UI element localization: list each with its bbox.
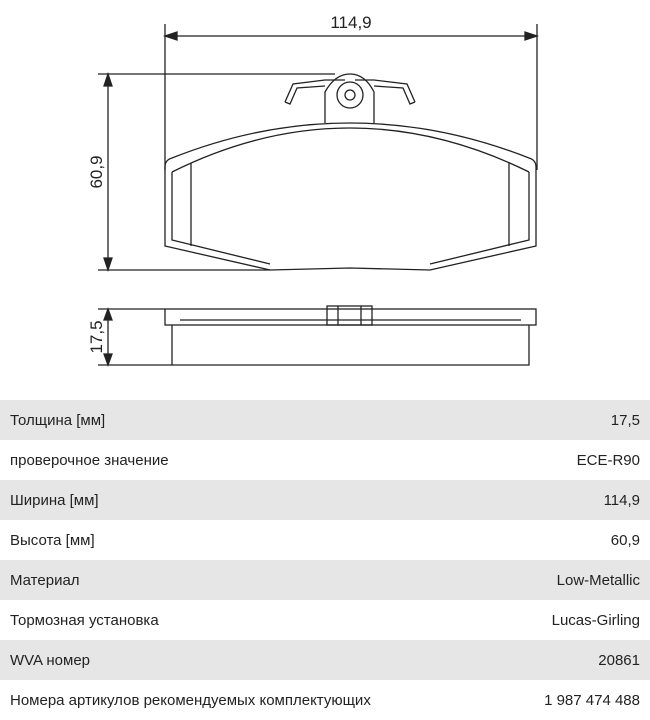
spec-value: Low-Metallic <box>556 571 640 589</box>
spec-value: 20861 <box>598 651 640 669</box>
height-dimension <box>98 74 335 270</box>
spec-row-material <box>0 560 650 600</box>
thickness-dimension <box>98 309 172 365</box>
pad-front-view <box>165 74 536 270</box>
thickness-dimension-label: 17,5 <box>87 320 106 354</box>
spec-row-test-mark <box>0 440 650 480</box>
spec-value: 1 987 474 488 <box>544 691 640 709</box>
spec-row-width <box>0 480 650 520</box>
spec-label: WVA номер <box>10 651 91 669</box>
spec-value: 114,9 <box>603 491 640 509</box>
spec-row-wva-number <box>0 640 650 680</box>
spec-label: Толщина [мм] <box>10 411 106 429</box>
spec-label: Тормозная установка <box>10 611 159 629</box>
spec-row-height <box>0 520 650 560</box>
spec-row-accessory-articles <box>0 680 650 720</box>
spec-label: Высота [мм] <box>10 531 95 549</box>
spec-row-brake-system <box>0 600 650 640</box>
spec-value: ECE-R90 <box>576 451 640 469</box>
specifications-table <box>0 400 650 720</box>
spec-value: Lucas-Girling <box>551 611 640 629</box>
spec-row-thickness <box>0 400 650 440</box>
height-dimension-label: 60,9 <box>87 155 106 189</box>
width-dimension <box>165 24 537 170</box>
spec-label: Номера артикулов рекомендуемых комплектующих <box>10 691 371 709</box>
spec-label: проверочное значение <box>10 451 169 469</box>
spec-value: 60,9 <box>610 531 640 549</box>
pad-side-view <box>165 306 536 365</box>
width-dimension-label: 114,9 <box>330 13 372 32</box>
spec-label: Ширина [мм] <box>10 491 99 509</box>
spec-label: Материал <box>10 571 80 589</box>
spec-value: 17,5 <box>610 411 640 429</box>
